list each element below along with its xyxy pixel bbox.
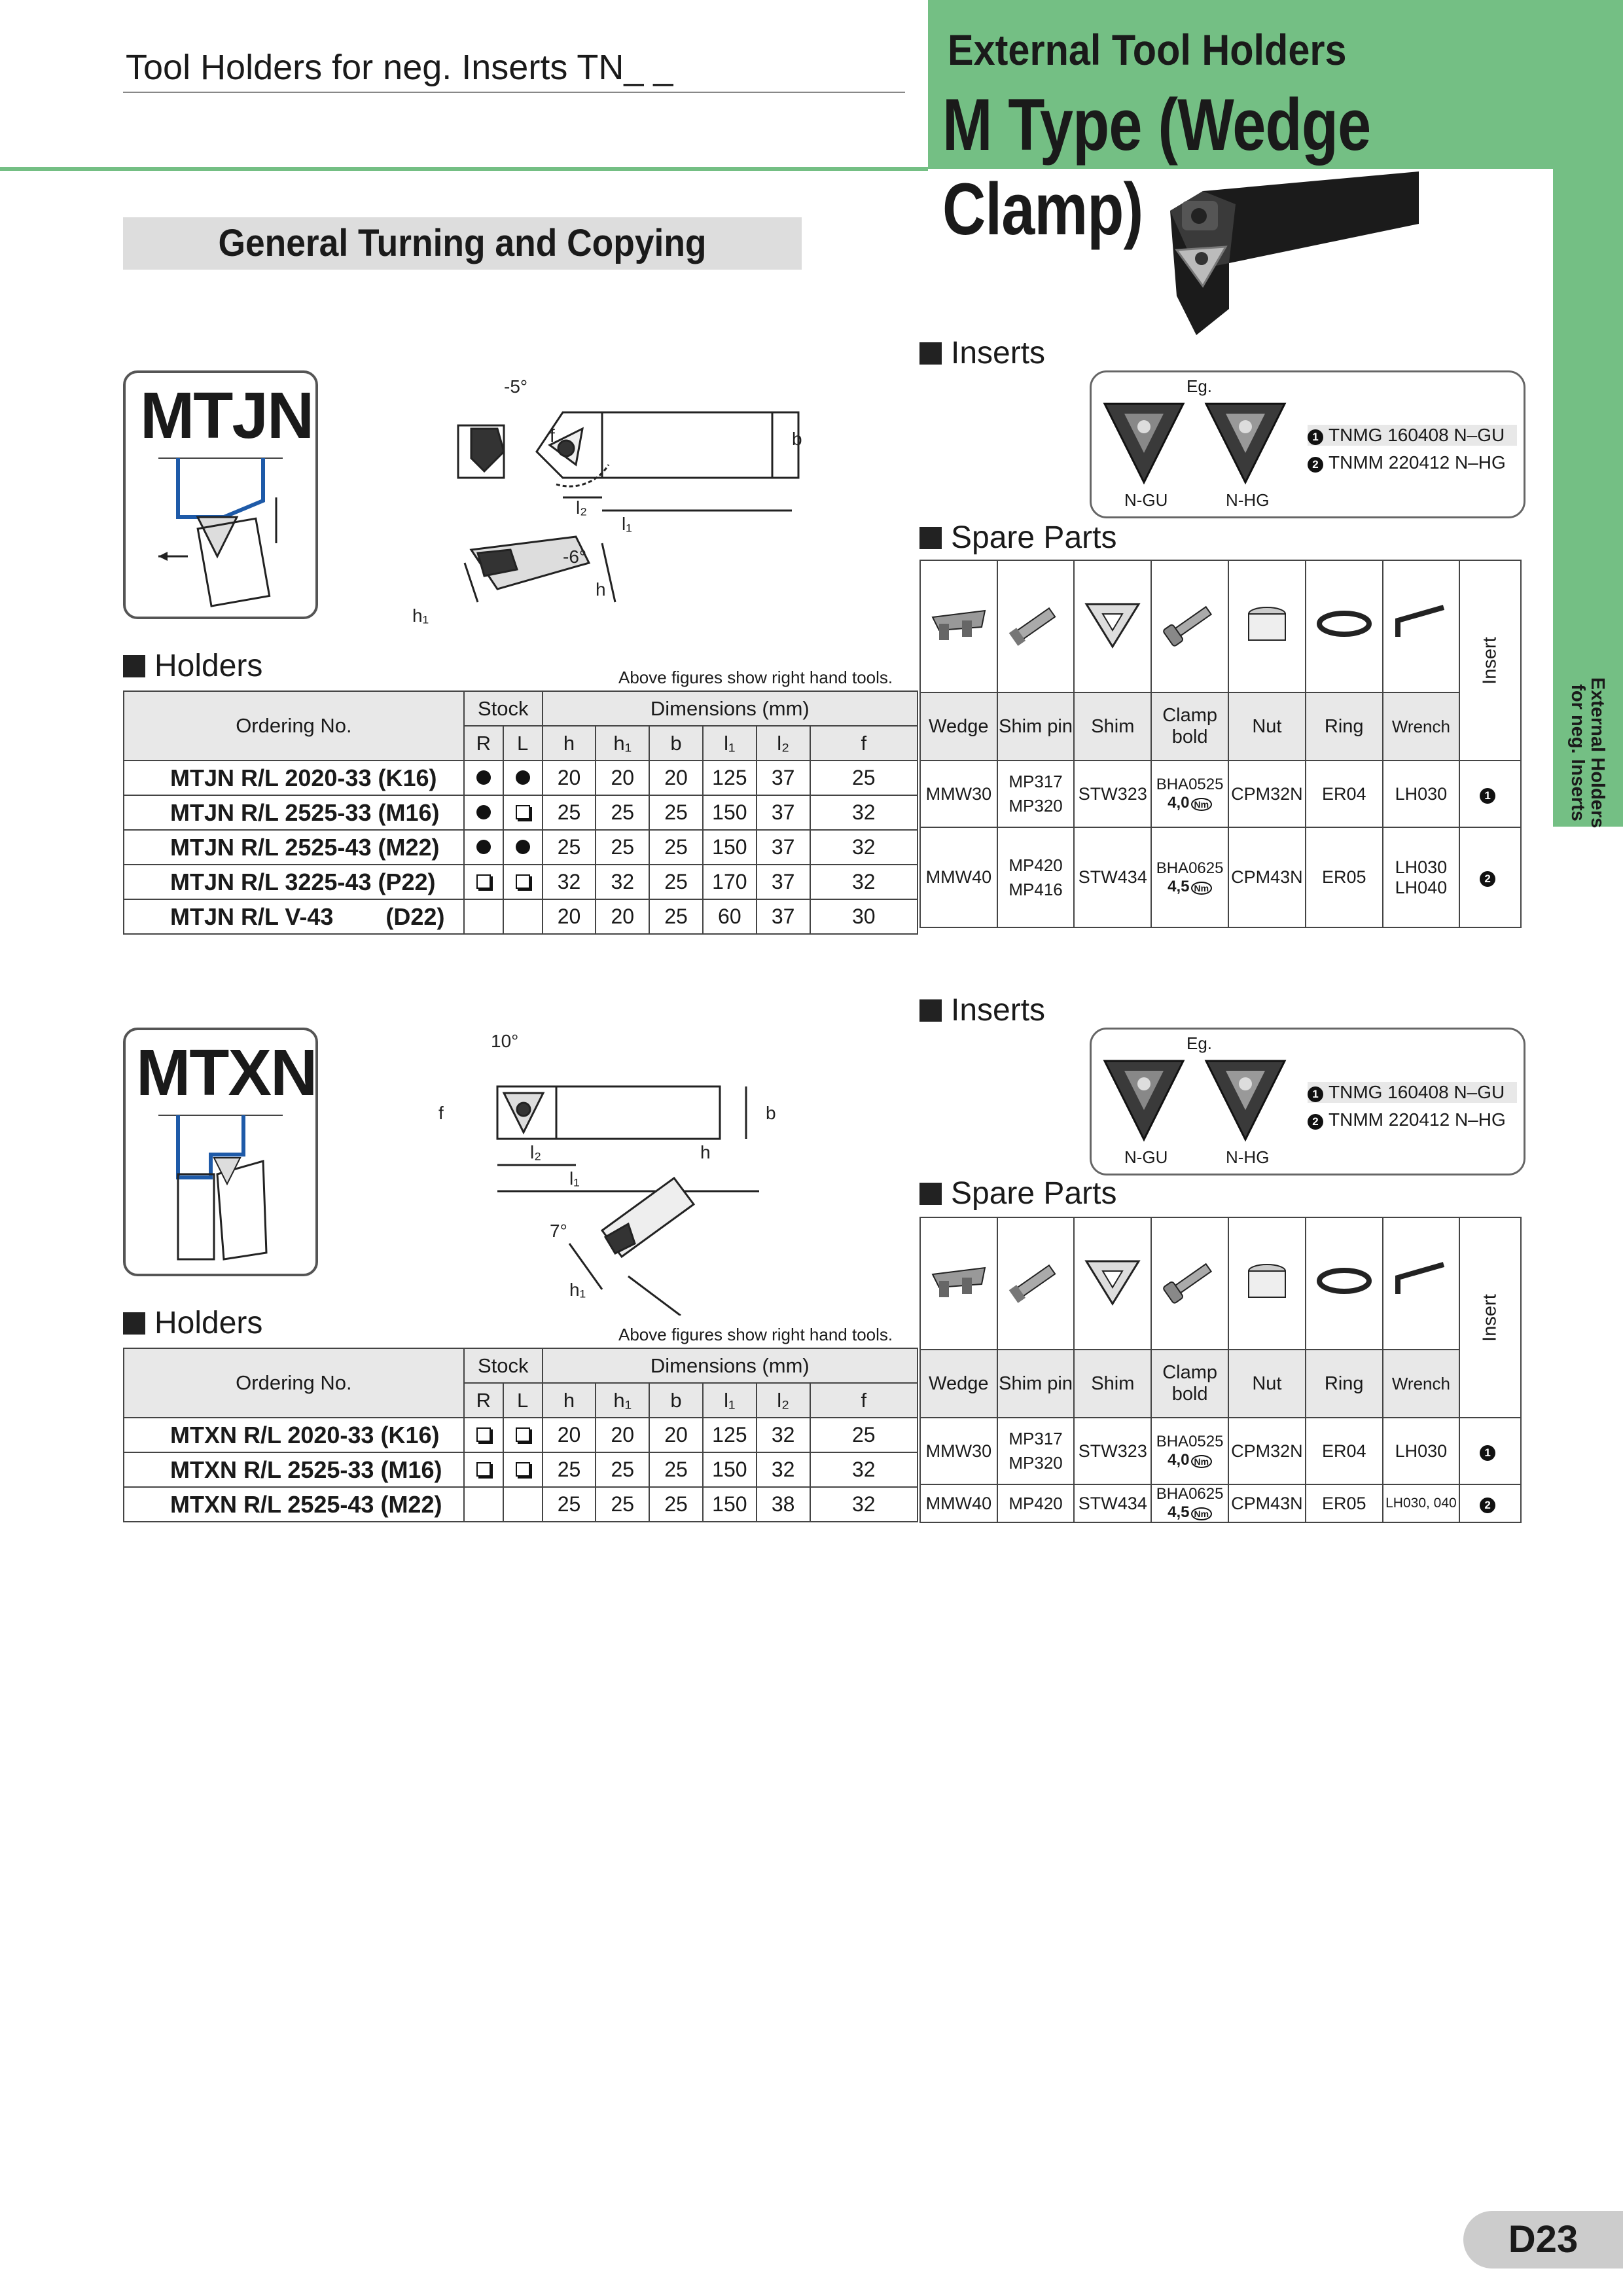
eg-label: Eg.	[1186, 376, 1213, 396]
torque-number: 4,0	[1168, 1451, 1190, 1469]
mtjn-code-label: MTJN	[140, 379, 313, 452]
spare-row	[920, 1418, 1521, 1484]
stock-cell	[503, 865, 543, 899]
dim-b: 20	[649, 1418, 703, 1452]
clamp-code: BHA0525	[1156, 776, 1224, 793]
table-row	[124, 830, 918, 865]
wrench-item: LH030	[1395, 783, 1448, 804]
shim-pin-item: MP317	[1008, 772, 1063, 791]
banner-type-title: M Type (Wedge Clamp)	[942, 84, 1371, 250]
torque-value	[1152, 878, 1228, 896]
nut-value: CPM32N	[1228, 761, 1306, 827]
ordering-no: MTXN R/L 2525-43 (M22)	[124, 1487, 464, 1522]
clamp-value	[1151, 1418, 1228, 1484]
dim-f: 32	[810, 865, 918, 899]
stock-cell	[464, 1418, 503, 1452]
mtjn-code-box	[123, 370, 318, 619]
wrench-icon	[1383, 560, 1460, 692]
wedge-value: MMW30	[920, 1418, 997, 1484]
svg-text:f: f	[438, 1103, 444, 1123]
ring-icon	[1306, 1217, 1383, 1350]
mtxn-holders-heading: Holders	[123, 1305, 262, 1341]
stock-cell	[503, 899, 543, 934]
torque-value	[1152, 1503, 1228, 1522]
insert-number-icon: 2	[1480, 871, 1495, 887]
mtxn-inserts-heading: Inserts	[919, 992, 1045, 1028]
nut-icon	[1228, 1217, 1306, 1350]
clamp-bolt-icon	[1151, 1217, 1228, 1350]
in-stock-dot	[516, 840, 530, 854]
svg-text:l₁: l₁	[622, 514, 632, 534]
insert-line-1: 1 TNMG 160408 N–GU	[1308, 425, 1517, 446]
insert-line-2: 2 TNMM 220412 N–HG	[1308, 1109, 1506, 1130]
dim-l2: 38	[757, 1487, 810, 1522]
dim-b: 25	[649, 899, 703, 934]
dim-f: 32	[810, 1452, 918, 1487]
mtjn-insert-box	[1090, 370, 1525, 518]
eg-label: Eg.	[1186, 1033, 1213, 1053]
dim-h1: 25	[596, 1452, 649, 1487]
insert-ref	[1459, 761, 1521, 827]
svg-text:h: h	[596, 579, 606, 600]
dim-b: 25	[649, 830, 703, 865]
dim-h1: 20	[596, 899, 649, 934]
stock-cell	[464, 795, 503, 830]
mtjn-holders-table: Ordering No. Stock Dimensions (mm) R L h h₁ b l₁ l₂ f MTJN R/L 2020-33 (K16) 20 20 20 125 37 25 MTJN R/L 2525-33 (M16) 25 25 25 150 37 32 MTJN R/L 2525-43 (M22) 25 25 25 150 37 32 MTJN R/L 3225-43 (P22) 32 32 25 170 37 32 MTJN R/L V-43 (D22) 20 20 25 60 37 30	[123, 691, 918, 935]
clamp-value	[1151, 761, 1228, 827]
ring-value: ER05	[1306, 1484, 1383, 1522]
dim-b: 20	[649, 761, 703, 795]
insert-ref	[1459, 1418, 1521, 1484]
nhg-label: N-HG	[1226, 490, 1270, 510]
nm-icon: Nm	[1191, 1455, 1213, 1468]
dim-h1: 25	[596, 795, 649, 830]
in-stock-dot	[476, 770, 491, 785]
dim-f: 25	[810, 1418, 918, 1452]
dim-h: 25	[543, 1452, 596, 1487]
insert-line-2: 2 TNMM 220412 N–HG	[1308, 452, 1506, 473]
shim-value: STW434	[1074, 827, 1151, 927]
dim-h: 20	[543, 761, 596, 795]
mtjn-inserts-heading: Inserts	[919, 335, 1045, 371]
dim-l1: 150	[703, 1452, 757, 1487]
dim-h1: 25	[596, 830, 649, 865]
ring-icon	[1306, 560, 1383, 692]
ordering-no: MTJN R/L 3225-43 (P22)	[124, 865, 464, 899]
mtxn-spare-parts-table: Insert Wedge Shim pin Shim Clamp bold Nut Ring Wrench MMW30 MP317 MP320 STW323 BHA0525 4,0 Nm CPM32N ER04 LH030 1 MMW40 MP420 STW434 BHA0625 4,5 Nm CPM43N ER05 LH030, 040 2	[919, 1217, 1522, 1523]
dim-h1: 20	[596, 761, 649, 795]
page-number: D23	[1508, 2218, 1578, 2261]
clamp-code: BHA0625	[1156, 1485, 1224, 1503]
dim-l2: 37	[757, 761, 810, 795]
dim-f: 30	[810, 899, 918, 934]
table-row	[124, 761, 918, 795]
shim-pin-value	[997, 827, 1075, 927]
dim-h: 20	[543, 899, 596, 934]
dim-l1: 125	[703, 1418, 757, 1452]
dim-f: 32	[810, 1487, 918, 1522]
shim-pin-value	[997, 761, 1075, 827]
shim-pin-icon	[997, 560, 1075, 692]
mtxn-technical-drawing	[419, 1028, 785, 1316]
dim-l2: 37	[757, 795, 810, 830]
clamp-bolt-icon	[1151, 560, 1228, 692]
stock-cell	[464, 1452, 503, 1487]
svg-text:l₁: l₁	[569, 1168, 580, 1189]
on-request-box	[516, 874, 530, 889]
mtjn-technical-drawing	[406, 367, 851, 641]
wrench-item: LH030, 040	[1385, 1496, 1457, 1511]
nut-icon	[1228, 560, 1306, 692]
shim-pin-item: MP320	[1008, 796, 1063, 816]
nm-icon: Nm	[1191, 882, 1213, 895]
svg-text:l₂: l₂	[576, 497, 588, 518]
shim-value: STW434	[1074, 1484, 1151, 1522]
ngu-label: N-GU	[1124, 1147, 1168, 1167]
shim-pin-item: MP317	[1008, 1429, 1063, 1448]
nut-value: CPM43N	[1228, 1484, 1306, 1522]
ordering-no: MTXN R/L 2020-33 (K16)	[124, 1418, 464, 1452]
on-request-box	[516, 1462, 530, 1477]
stock-cell	[464, 761, 503, 795]
dim-b: 25	[649, 795, 703, 830]
torque-number: 4,5	[1168, 877, 1190, 895]
dim-f: 32	[810, 795, 918, 830]
header-rule	[123, 92, 905, 93]
shim-value: STW323	[1074, 1418, 1151, 1484]
ring-value: ER05	[1306, 827, 1383, 927]
ordering-no: MTJN R/L V-43 (D22)	[124, 899, 464, 934]
ordering-no: MTJN R/L 2525-43 (M22)	[124, 830, 464, 865]
shim-pin-value	[997, 1484, 1075, 1522]
ordering-no: MTJN R/L 2525-33 (M16)	[124, 795, 464, 830]
ngu-label: N-GU	[1124, 490, 1168, 510]
shim-pin-item: MP320	[1008, 1453, 1063, 1473]
stock-cell	[464, 899, 503, 934]
svg-text:h: h	[700, 1142, 711, 1162]
spare-row	[920, 827, 1521, 927]
wrench-item: LH030	[1395, 1441, 1448, 1461]
ring-value: ER04	[1306, 1418, 1383, 1484]
wrench-value	[1383, 1484, 1460, 1522]
section-title: General Turning and Copying	[218, 222, 707, 264]
svg-text:-5°: -5°	[504, 376, 528, 397]
ordering-no: MTJN R/L 2020-33 (K16)	[124, 761, 464, 795]
wedge-icon	[920, 560, 997, 692]
torque-value	[1152, 1451, 1228, 1469]
mtxn-code-label: MTXN	[136, 1036, 317, 1109]
spare-row	[920, 1484, 1521, 1522]
svg-text:b: b	[792, 429, 802, 449]
stock-cell	[464, 1487, 503, 1522]
insert-line-1: 1 TNMG 160408 N–GU	[1308, 1082, 1517, 1103]
in-stock-dot	[516, 770, 530, 785]
insert-number-icon: 1	[1480, 1445, 1495, 1461]
dim-l2: 37	[757, 830, 810, 865]
ordering-header: Ordering No.	[124, 691, 464, 761]
dimensions-header: Dimensions (mm)	[543, 1348, 918, 1383]
stock-cell	[503, 1418, 543, 1452]
dim-l1: 125	[703, 761, 757, 795]
nm-icon: Nm	[1191, 1507, 1213, 1520]
shim-pin-item: MP416	[1008, 879, 1063, 899]
dimensions-header: Dimensions (mm)	[543, 691, 918, 726]
page-subtitle: Tool Holders for neg. Inserts TN_ _	[126, 48, 673, 87]
dim-b: 25	[649, 1452, 703, 1487]
wedge-value: MMW30	[920, 761, 997, 827]
table-row	[124, 795, 918, 830]
dim-b: 25	[649, 865, 703, 899]
wrench-item: LH040	[1395, 877, 1448, 897]
mtjn-holders-heading: Holders	[123, 648, 262, 684]
dim-h1: 32	[596, 865, 649, 899]
dim-f: 32	[810, 830, 918, 865]
dim-l2: 37	[757, 865, 810, 899]
mtxn-insert-box	[1090, 1028, 1525, 1175]
dim-h: 25	[543, 1487, 596, 1522]
clamp-value	[1151, 1484, 1228, 1522]
shim-icon	[1074, 560, 1151, 692]
dim-l1: 170	[703, 865, 757, 899]
mtjn-schematic	[152, 445, 296, 609]
svg-text:h₁: h₁	[569, 1280, 586, 1300]
nut-value: CPM43N	[1228, 827, 1306, 927]
stock-cell	[464, 830, 503, 865]
dim-l2: 37	[757, 899, 810, 934]
dim-h1: 20	[596, 1418, 649, 1452]
svg-text:f: f	[550, 425, 555, 446]
clamp-code: BHA0525	[1156, 1433, 1224, 1450]
mtjn-spare-parts-heading: Spare Parts	[919, 520, 1116, 556]
clamp-code: BHA0625	[1156, 859, 1224, 877]
stock-header: Stock	[464, 1348, 543, 1383]
on-request-box	[516, 805, 530, 819]
svg-text:-6°: -6°	[563, 547, 587, 567]
nm-icon: Nm	[1191, 798, 1213, 811]
insert-col-header: Insert	[1459, 1217, 1521, 1418]
shim-pin-value	[997, 1418, 1075, 1484]
wedge-icon	[920, 1217, 997, 1350]
insert-number-icon: 1	[1480, 788, 1495, 804]
banner-title: External Tool Holders	[948, 26, 1347, 74]
on-request-box	[476, 874, 491, 889]
dim-l2: 32	[757, 1452, 810, 1487]
in-stock-dot	[476, 840, 491, 854]
svg-text:b: b	[766, 1103, 776, 1123]
table-row	[124, 1452, 918, 1487]
ordering-no: MTXN R/L 2525-33 (M16)	[124, 1452, 464, 1487]
on-request-box	[476, 1427, 491, 1442]
wrench-item: LH030	[1395, 857, 1448, 877]
shim-pin-item: MP420	[1008, 855, 1063, 875]
insert-col-header: Insert	[1459, 560, 1521, 761]
insert-ref	[1459, 1484, 1521, 1522]
wrench-icon	[1383, 1217, 1460, 1350]
dim-h: 32	[543, 865, 596, 899]
stock-cell	[503, 1452, 543, 1487]
stock-cell	[503, 795, 543, 830]
stock-cell	[503, 1487, 543, 1522]
svg-text:7°: 7°	[550, 1221, 567, 1241]
table-row	[124, 1418, 918, 1452]
dim-h1: 25	[596, 1487, 649, 1522]
svg-text:l₂: l₂	[530, 1142, 542, 1162]
stock-cell	[503, 830, 543, 865]
stock-cell	[464, 865, 503, 899]
ordering-header: Ordering No.	[124, 1348, 464, 1418]
dim-l1: 150	[703, 830, 757, 865]
svg-text:h₁: h₁	[412, 605, 429, 626]
mtxn-spare-parts-heading: Spare Parts	[919, 1175, 1116, 1211]
dim-l1: 60	[703, 899, 757, 934]
green-divider	[0, 167, 928, 171]
ring-value: ER04	[1306, 761, 1383, 827]
table-row	[124, 899, 918, 934]
torque-value	[1152, 794, 1228, 812]
nhg-label: N-HG	[1226, 1147, 1270, 1167]
on-request-box	[516, 1427, 530, 1442]
tool-holder-photo	[1157, 171, 1432, 342]
insert-ref	[1459, 827, 1521, 927]
stock-cell	[503, 761, 543, 795]
clamp-value	[1151, 827, 1228, 927]
torque-number: 4,5	[1168, 1503, 1190, 1521]
insert-images	[1098, 391, 1308, 495]
wedge-value: MMW40	[920, 1484, 997, 1522]
dim-h: 25	[543, 795, 596, 830]
wedge-value: MMW40	[920, 827, 997, 927]
mtjn-note: Above figures show right hand tools.	[618, 668, 893, 687]
shim-value: STW323	[1074, 761, 1151, 827]
mtxn-holders-table: Ordering No. Stock Dimensions (mm) R L h h₁ b l₁ l₂ f MTXN R/L 2020-33 (K16) 20 20 20 125 32 25 MTXN R/L 2525-33 (M16) 25 25 25 150 32 32 MTXN R/L 2525-43 (M22) 25 25 25 150 38 32	[123, 1348, 918, 1522]
insert-number-icon: 2	[1480, 1498, 1495, 1513]
shim-icon	[1074, 1217, 1151, 1350]
shim-pin-icon	[997, 1217, 1075, 1350]
insert-images	[1098, 1048, 1308, 1153]
nut-value: CPM32N	[1228, 1418, 1306, 1484]
in-stock-dot	[476, 805, 491, 819]
mtjn-spare-parts-table: Insert Wedge Shim pin Shim Clamp bold Nut Ring Wrench MMW30 MP317 MP320 STW323 BHA0525 4,0 Nm CPM32N ER04 LH030 1 MMW40 MP420 MP416 STW434 BHA0625 4,5 Nm CPM43N ER05 LH030 LH040 2	[919, 560, 1522, 928]
svg-text:10°: 10°	[491, 1031, 519, 1051]
wrench-value	[1383, 827, 1460, 927]
dim-l1: 150	[703, 795, 757, 830]
wrench-value	[1383, 761, 1460, 827]
on-request-box	[476, 1462, 491, 1477]
dim-l2: 32	[757, 1418, 810, 1452]
dim-f: 25	[810, 761, 918, 795]
dim-b: 25	[649, 1487, 703, 1522]
dim-h: 20	[543, 1418, 596, 1452]
mtxn-code-box	[123, 1028, 318, 1276]
mtxn-note: Above figures show right hand tools.	[618, 1325, 893, 1344]
side-tab-label: External Holders for neg. Inserts	[1567, 677, 1608, 829]
table-row	[124, 1487, 918, 1522]
shim-pin-item: MP420	[1008, 1493, 1063, 1513]
torque-number: 4,0	[1168, 794, 1190, 812]
table-row	[124, 865, 918, 899]
dim-h: 25	[543, 830, 596, 865]
stock-header: Stock	[464, 691, 543, 726]
mtxn-schematic	[152, 1102, 296, 1266]
dim-l1: 150	[703, 1487, 757, 1522]
spare-row	[920, 761, 1521, 827]
wrench-value	[1383, 1418, 1460, 1484]
